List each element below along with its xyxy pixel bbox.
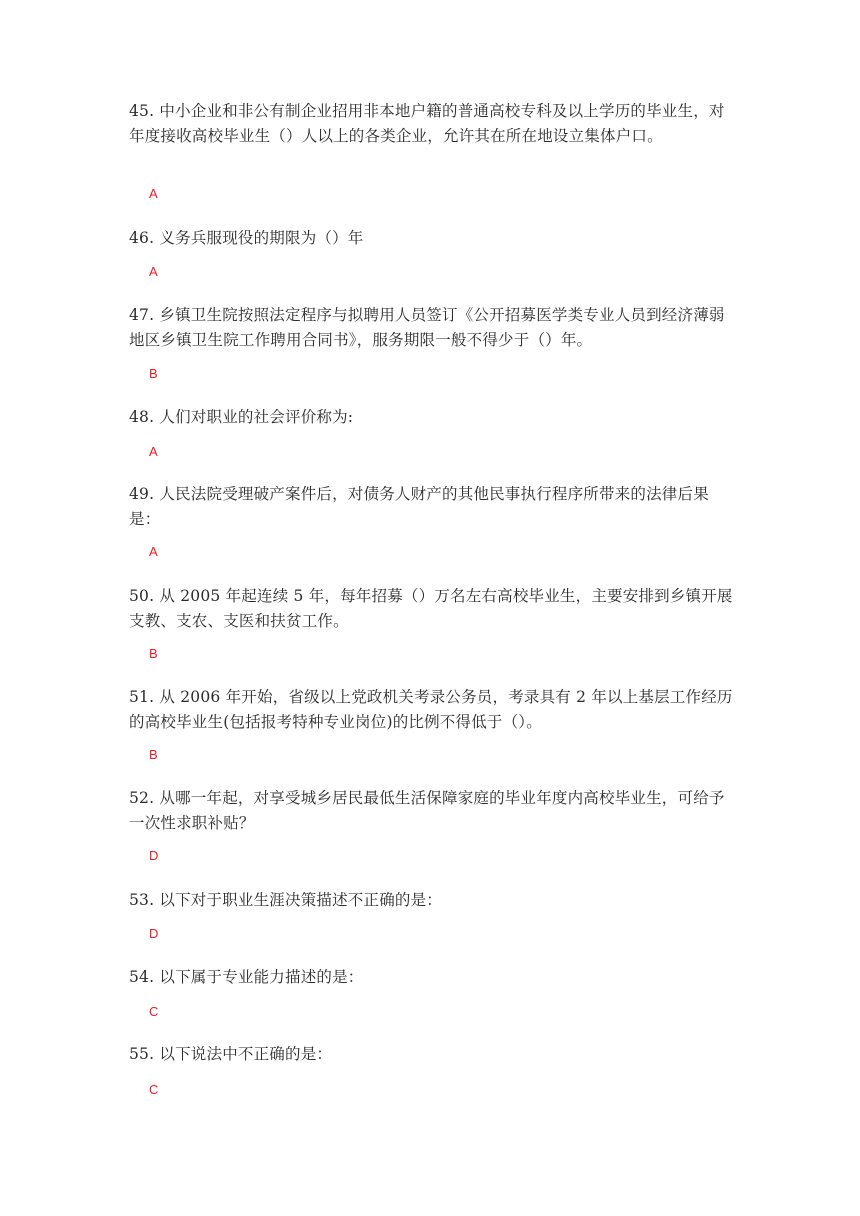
question-text: 以下属于专业能力描述的是： (159, 968, 364, 986)
answer-55: C (149, 1082, 159, 1097)
question-47 (129, 303, 735, 353)
question-text: 中小企业和非公有制企业招用非本地户籍的普通高校专科及以上学历的毕业生，对年度接收高校毕业生（）人以上的各类企业，允许其在所在地设立集体户口。 (129, 102, 725, 145)
question-51 (129, 685, 735, 735)
question-number: 45. (129, 102, 155, 120)
question-number: 50. (129, 587, 155, 605)
question-text: 义务兵服现役的期限为（）年 (159, 229, 364, 247)
answer-47: B (149, 366, 158, 381)
question-number: 52. (129, 789, 155, 807)
question-text: 以下对于职业生涯决策描述不正确的是： (159, 891, 443, 909)
question-55 (129, 1042, 735, 1067)
answer-49: A (149, 544, 158, 559)
question-54 (129, 965, 735, 990)
question-48 (129, 405, 735, 430)
question-number: 47. (129, 306, 155, 324)
question-text: 从 2005 年起连续 5 年，每年招募（）万名左右高校毕业生，主要安排到乡镇开展支教、支农、支医和扶贫工作。 (129, 587, 733, 630)
question-45 (129, 99, 735, 149)
question-number: 54. (129, 968, 155, 986)
answer-54: C (149, 1004, 159, 1019)
question-text: 从哪一年起，对享受城乡居民最低生活保障家庭的毕业年度内高校毕业生，可给予一次性求职补贴？ (129, 789, 725, 832)
answer-53: D (149, 926, 159, 941)
question-50 (129, 584, 735, 634)
question-text: 人们对职业的社会评价称为: (159, 408, 354, 426)
question-53 (129, 888, 735, 913)
answer-45: A (149, 186, 158, 201)
question-text: 乡镇卫生院按照法定程序与拟聘用人员签订《公开招募医学类专业人员到经济薄弱地区乡镇卫生院工作聘用合同书》，服务期限一般不得少于（）年。 (129, 306, 725, 349)
answer-48: A (149, 444, 158, 459)
answer-50: B (149, 646, 158, 661)
question-number: 48. (129, 408, 155, 426)
question-text: 以下说法中不正确的是： (159, 1045, 333, 1063)
answer-51: B (149, 747, 158, 762)
question-52 (129, 786, 735, 836)
question-number: 55. (129, 1045, 155, 1063)
question-text: 人民法院受理破产案件后，对债务人财产的其他民事执行程序所带来的法律后果是： (129, 485, 709, 528)
question-number: 51. (129, 688, 155, 706)
question-number: 49. (129, 485, 155, 503)
question-text: 从 2006 年开始，省级以上党政机关考录公务员，考录具有 2 年以上基层工作经历的高校毕业生(包括报考特种专业岗位)的比例不得低于（）。 (129, 688, 733, 731)
question-49 (129, 482, 735, 532)
answer-46: A (149, 264, 158, 279)
answer-52: D (149, 848, 159, 863)
question-number: 53. (129, 891, 155, 909)
question-46 (129, 226, 735, 251)
question-number: 46. (129, 229, 155, 247)
